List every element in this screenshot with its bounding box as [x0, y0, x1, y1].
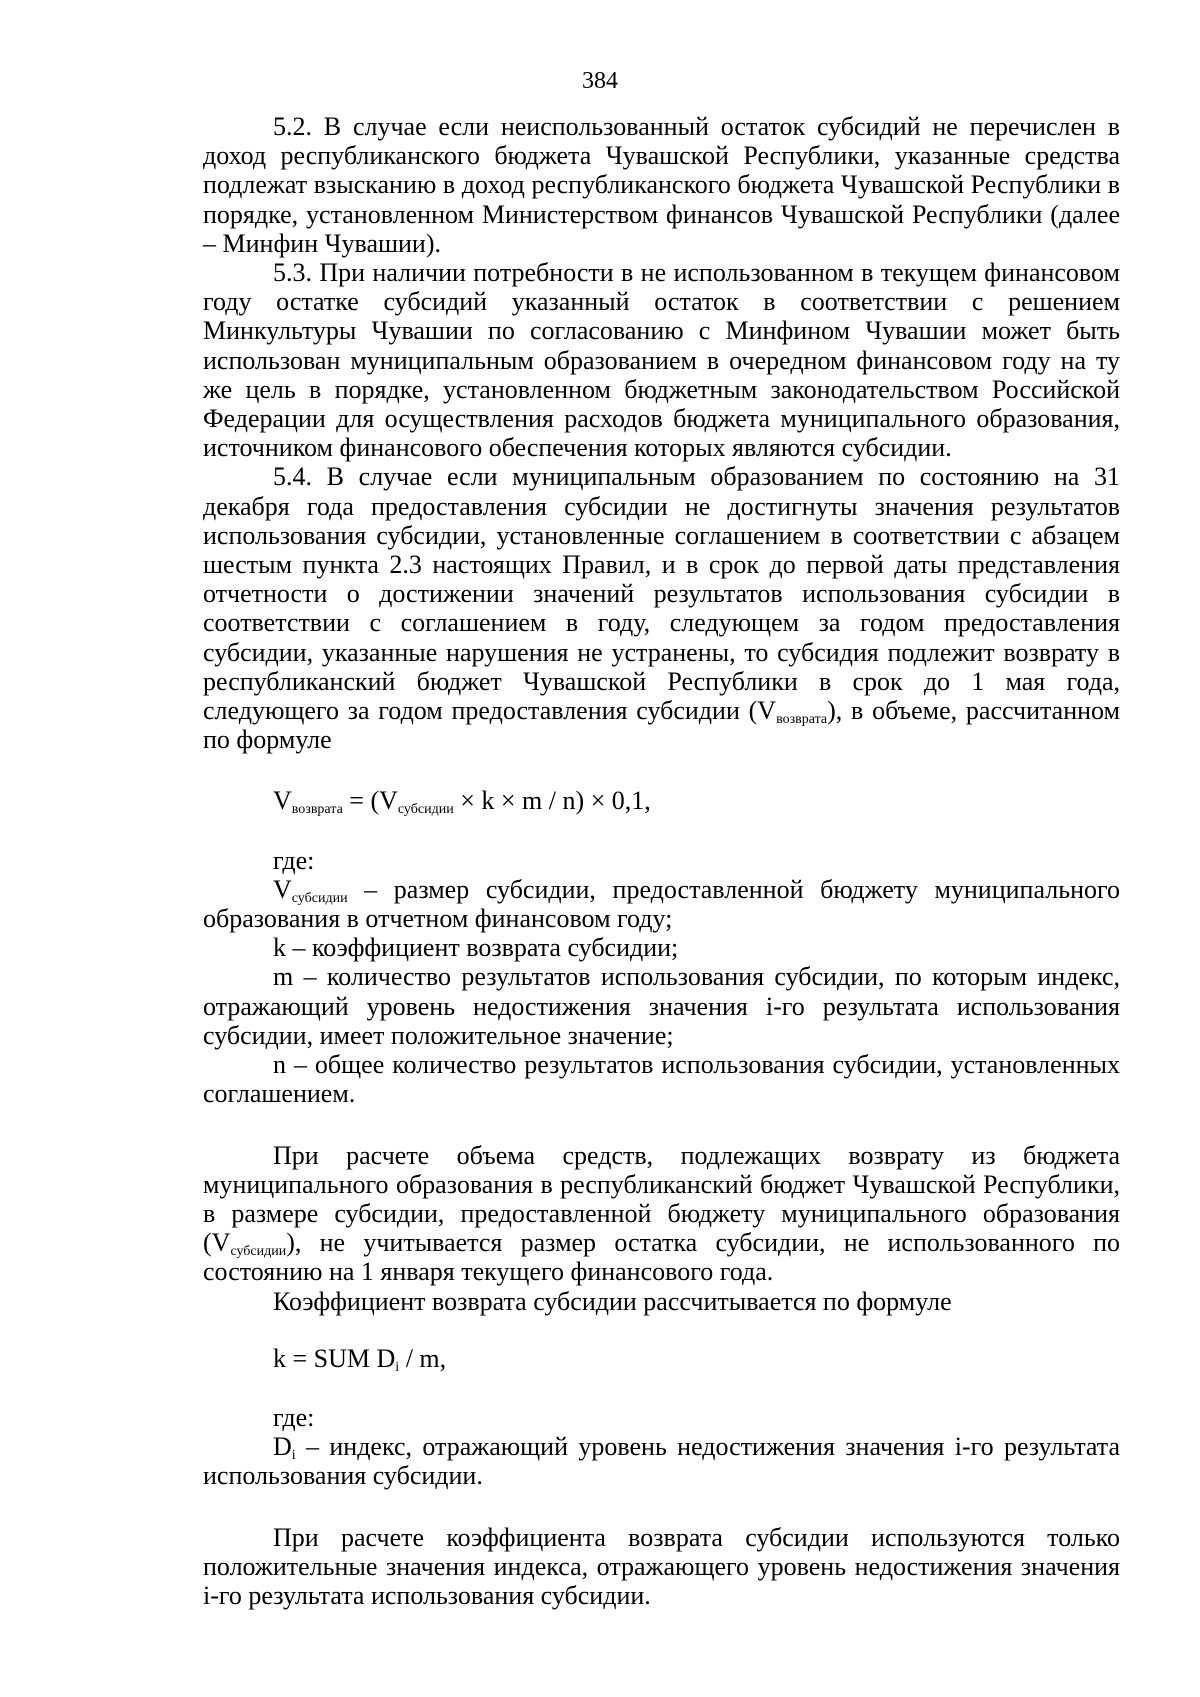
calc-note-text: При расчете объема средств, подлежащих возврату из бюджета муниципального образования в республиканский бюджет Чувашской Республики, в размере субсидии, предоставленной бюджету муниципального образования (V [203, 1140, 1120, 1258]
calc-note-subscript: субсидии [230, 1244, 287, 1260]
def-d-symbol: D [273, 1432, 292, 1462]
document-body [203, 112, 1120, 1610]
formula1-sub1: возврата [291, 802, 343, 818]
def-d-subscript: i [291, 1448, 296, 1464]
paragraph-5-4-subscript: возврата [776, 712, 828, 728]
definition-n: n – общее количество результатов использования субсидии, установленных соглашением. [203, 1050, 1120, 1109]
paragraph-5-4 [203, 462, 1120, 754]
definition-k: k – коэффициент возврата субсидии; [273, 933, 679, 963]
formula2-sub: i [395, 1359, 400, 1375]
definition-v-subsidy [203, 875, 1120, 933]
coefficient-intro: Коэффициент возврата субсидии рассчитывается по формуле [273, 1286, 952, 1316]
def-d-text: – индекс, отражающий уровень недостижения значения i-го результата использования субсидии. [203, 1432, 1120, 1491]
formula-coefficient [203, 1344, 1120, 1373]
where-label-1: где: [273, 845, 315, 875]
calculation-note [203, 1141, 1120, 1287]
formula1-mid: = (V [342, 786, 398, 816]
def-v-symbol: V [273, 874, 292, 904]
formula1-v: V [273, 786, 292, 816]
calc-note-tail: ), не учитывается размер остатка субсидии, не использованного по состоянию на 1 января текущего финансового года. [203, 1228, 1120, 1287]
where-label-2: где: [273, 1402, 315, 1432]
paragraph-5-4-tail: ), в объеме, рассчитанном по формуле [203, 696, 1120, 755]
page-number: 384 [582, 68, 618, 94]
formula2-pre: k = SUM D [273, 1343, 396, 1373]
paragraph-5-2: 5.2. В случае если неиспользованный остаток субсидий не перечислен в доход республиканского бюджета Чувашской Республики, указанные средства подлежат взысканию в доход республиканского бюджета Чувашской Республики в порядке, установленном Министерством финансов Чувашской Республики (далее – Минфин Чувашии). [203, 112, 1120, 258]
final-note: При расчете коэффициента возврата субсидии используются только положительные значения индекса, отражающего уровень недостижения значения i-го результата использования субсидии. [203, 1522, 1120, 1610]
def-v-subscript: субсидии [291, 890, 348, 906]
definition-d [203, 1432, 1120, 1490]
definition-m: m – количество результатов использования субсидии, по которым индекс, отражающий уровень недостижения значения i-го результата использования субсидии, имеет положительное значение; [203, 962, 1120, 1050]
paragraph-5-4-text: 5.4. В случае если муниципальным образованием по состоянию на 31 декабря года предоставления субсидии не достигнуты значения результатов использования субсидии, установленные соглашением в соответствии с абзацем шестым пункта 2.3 настоящих Правил, и в срок до первой даты представления отчетности о достижении значений результатов использования субсидии в соответствии с соглашением в году, следующем за годом предоставления субсидии, указанные нарушения не устранены, то субсидия подлежит возврату в республиканский бюджет Чувашской Республики в срок до 1 мая года, следующего за годом предоставления субсидии (V [203, 462, 1120, 726]
def-v-text: – размер субсидии, предоставленной бюджету муниципального образования в отчетном финансовом году; [203, 874, 1120, 934]
formula-return-volume [203, 786, 1120, 818]
formula2-post: / m, [399, 1343, 447, 1373]
formula1-sub2: субсидии [397, 802, 454, 818]
formula1-rest: × k × m / n) × 0,1, [453, 786, 651, 816]
paragraph-5-3: 5.3. При наличии потребности в не использованном в текущем финансовом году остатке субсидий указанный остаток в соответствии с решением Минкультуры Чувашии по согласованию с Минфином Чувашии может быть использован муниципальным образованием в очередном финансовом году на ту же цель в порядке, установленном бюджетным законодательством Российской Федерации для осуществления расходов бюджета муниципального образования, источником финансового обеспечения которых являются субсидии. [203, 258, 1120, 463]
